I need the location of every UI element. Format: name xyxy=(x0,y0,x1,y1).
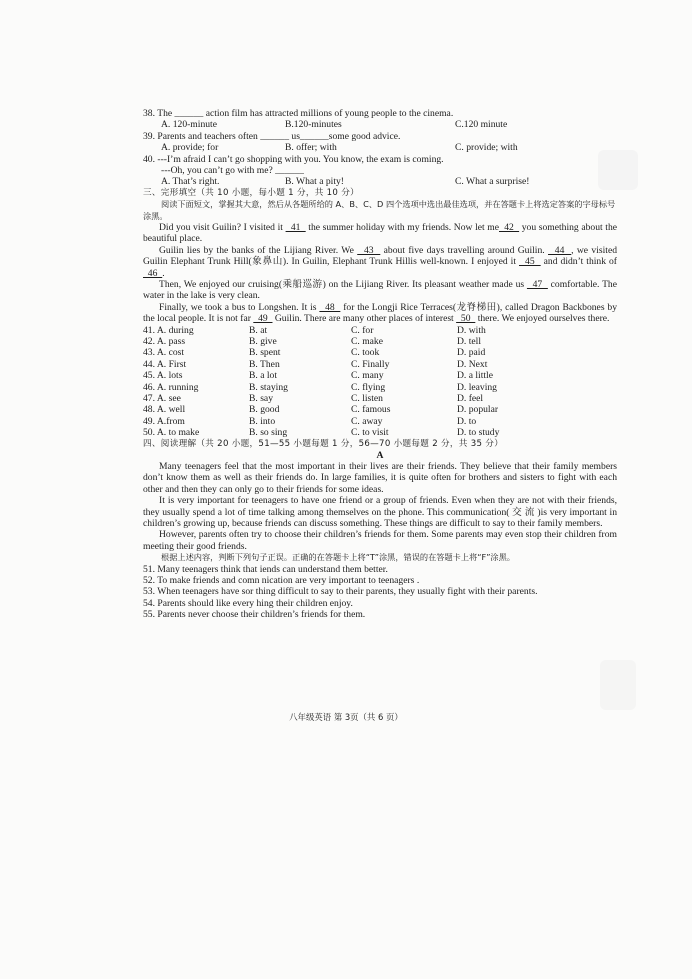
text: you something about the beautiful place. xyxy=(143,221,618,245)
option-c: C. famous xyxy=(351,404,391,416)
option-b: B. Then xyxy=(249,358,280,370)
text: Finally, we took a bus to Longshen. It is xyxy=(159,301,320,313)
option-d: D. to study xyxy=(457,427,500,439)
option-c: C. Finally xyxy=(351,358,390,370)
section-4-instruction: 根据上述内容，判断下列句子正误。正确的在答题卡上将“T”涂黑，错误的在答题卡上将“F”涂黑。 xyxy=(161,552,515,563)
option-a: A. That’s right. xyxy=(161,176,220,188)
text: Did you visit Guilin? I visited it xyxy=(159,221,286,233)
option-d: D. a little xyxy=(457,370,493,382)
blank-49: 49 xyxy=(253,313,273,325)
option-b: B. so sing xyxy=(249,427,288,439)
blank-48: 48 xyxy=(319,301,341,313)
blank-45: 45 xyxy=(519,256,541,268)
reading-paragraph-3: However, parents often try to choose their children’s friends for them. Some parents may even stop their children from meeting their good friends. xyxy=(143,529,617,552)
question-40-reply: ---Oh, you can’t go with me? ______ xyxy=(161,164,304,176)
option-c: C. What a surprise! xyxy=(455,176,530,188)
option-c: C. took xyxy=(351,347,380,359)
option-a: 49. A.from xyxy=(143,415,185,427)
reading-paragraph-2: It is very important for teenagers to have one friend or a group of friends. Even when they are not with their friends, they usually spend a lot of time talking among themselves on the phone. This communication( 交 流 )is very important in children’s growing up, because friends can discuss something. These things are difficult to say to their family members. xyxy=(143,495,617,529)
option-b: B. give xyxy=(249,335,277,347)
question-40-options xyxy=(143,176,617,187)
reading-paragraph-1: Many teenagers feel that the most important in their lives are their friends. They believe that their family members don’t know them as well as their friends do. In large families, it is quite often for brothers and sisters to fight with each other and then they can only go to their friends for some ideas. xyxy=(143,460,617,495)
option-d: D. popular xyxy=(457,404,499,416)
option-b: B. offer; with xyxy=(285,142,337,154)
question-38-stem: 38. The ______ action film has attracted millions of young people to the cinema. xyxy=(143,108,454,119)
options-row-45 xyxy=(143,370,617,381)
options-row-42 xyxy=(143,336,617,347)
option-a: 41. A. during xyxy=(143,324,194,336)
option-d: D. with xyxy=(457,324,486,336)
option-b: B. staying xyxy=(249,381,288,393)
exam-page xyxy=(143,108,617,621)
option-a: A. 120-minute xyxy=(161,119,217,131)
option-c: C. make xyxy=(351,335,383,347)
option-b: B. at xyxy=(249,324,268,336)
option-b: B.120-minutes xyxy=(285,119,342,131)
text: Guilin lies by the banks of the Lijiang River. We xyxy=(159,244,358,256)
question-40-stem: 40. ---I’m afraid I can’t go shopping with you. You know, the exam is coming. xyxy=(143,153,444,165)
option-a: 48. A. well xyxy=(143,404,186,416)
option-c: C. listen xyxy=(351,392,383,404)
option-d: D. to xyxy=(457,415,477,427)
question-39-stem: 39. Parents and teachers often ______ us______some good advice. xyxy=(143,130,401,142)
cloze-paragraph-2 xyxy=(143,245,617,279)
option-d: D. tell xyxy=(457,335,481,347)
option-a: 47. A. see xyxy=(143,392,181,404)
options-row-47 xyxy=(143,393,617,404)
question-54: 54. Parents should like every hing their children enjoy. xyxy=(143,597,353,609)
options-row-46 xyxy=(143,382,617,393)
text: comfortable. The water in the lake is very clean. xyxy=(143,278,617,302)
text: there. We enjoyed ourselves there. xyxy=(475,313,610,325)
option-a: 44. A. First xyxy=(143,358,187,370)
question-53: 53. When teenagers have sor thing difficult to say to their parents, they usually fight with their parents. xyxy=(143,586,538,598)
blank-46: 46 xyxy=(143,267,163,279)
options-row-48 xyxy=(143,404,617,415)
section-4-title: 四、阅读理解（共 20 小题，51—55 小题每题 1 分，56—70 小题每题 2 分，共 35 分） xyxy=(143,438,504,449)
page-footer: 八年级英语 第 3页（共 6 页） xyxy=(289,712,403,722)
option-d: D. leaving xyxy=(457,381,497,393)
text: , we visited Guilin Elephant Trunk Hill(象鼻山). In Guilin, Elephant Trunk Hillis well-known. I enjoyed it xyxy=(143,244,618,268)
text: the summer holiday with my friends. Now let me xyxy=(305,221,500,233)
question-55: 55. Parents never choose their children’s friends for them. xyxy=(143,609,366,621)
option-b: B. into xyxy=(249,415,276,427)
option-b: B. spent xyxy=(249,347,281,359)
text: . xyxy=(162,267,165,279)
option-b: B. What a pity! xyxy=(285,176,344,188)
scan-smudge xyxy=(600,660,636,710)
text: Guilin. There are many other places of interest xyxy=(272,313,457,325)
option-d: D. Next xyxy=(457,358,488,370)
options-row-44 xyxy=(143,359,617,370)
cloze-paragraph-1 xyxy=(143,222,617,245)
option-a: 45. A. lots xyxy=(143,370,183,382)
text: and didn’t think of xyxy=(540,256,618,268)
option-c: C. many xyxy=(351,370,384,382)
option-c: C.120 minute xyxy=(455,119,508,131)
option-c: C. provide; with xyxy=(455,142,518,154)
option-c: C. flying xyxy=(351,381,386,393)
option-c: C. to visit xyxy=(351,427,389,439)
option-a: A. provide; for xyxy=(161,142,219,154)
blank-43: 43 xyxy=(357,244,381,256)
blank-41: 41 xyxy=(285,221,306,233)
cloze-paragraph-3 xyxy=(143,279,617,302)
question-51: 51. Many teenagers think that iends can understand them better. xyxy=(143,563,388,575)
blank-50: 50 xyxy=(456,313,476,325)
blank-42: 42 xyxy=(499,221,520,233)
option-a: 50. A. to make xyxy=(143,427,200,439)
text: for the Longji Rice Terraces(龙脊梯田), called Dragon Backbones by the local people. It is not far xyxy=(143,301,617,325)
options-row-43 xyxy=(143,347,617,358)
option-d: D. feel xyxy=(457,392,484,404)
cloze-options xyxy=(143,325,617,439)
text: about five days travelling around Guilin. xyxy=(380,244,549,256)
option-d: D. paid xyxy=(457,347,486,359)
option-a: 42. A. pass xyxy=(143,335,186,347)
question-52: 52. To make friends and comn nication are very important to teenagers . xyxy=(143,574,420,586)
option-a: 43. A. cost xyxy=(143,347,185,359)
options-row-49 xyxy=(143,416,617,427)
option-b: B. a lot xyxy=(249,370,277,382)
text: Then, We enjoyed our cruising(乘船巡游) on the Lijiang River. Its pleasant weather made us xyxy=(159,278,527,290)
option-b: B. say xyxy=(249,392,273,404)
blank-44: 44 xyxy=(548,244,572,256)
section-3-instruction: 阅读下面短文，掌握其大意，然后从各题所给的 A、B、C、D 四个选项中选出最佳选项，并在答题卡上将选定答案的字母标号涂黑。 xyxy=(143,199,616,221)
question-39-options xyxy=(143,142,617,153)
passage-label: A xyxy=(376,449,384,461)
option-c: C. for xyxy=(351,324,374,336)
options-row-41 xyxy=(143,325,617,336)
option-a: 46. A. running xyxy=(143,381,199,393)
options-row-50 xyxy=(143,427,617,438)
question-38-options xyxy=(143,119,617,130)
option-c: C. away xyxy=(351,415,383,427)
cloze-paragraph-4 xyxy=(143,302,617,325)
blank-47: 47 xyxy=(526,278,548,290)
section-3-title: 三、完形填空（共 10 小题，每小题 1 分，共 10 分） xyxy=(143,187,360,198)
option-b: B. good xyxy=(249,404,280,416)
